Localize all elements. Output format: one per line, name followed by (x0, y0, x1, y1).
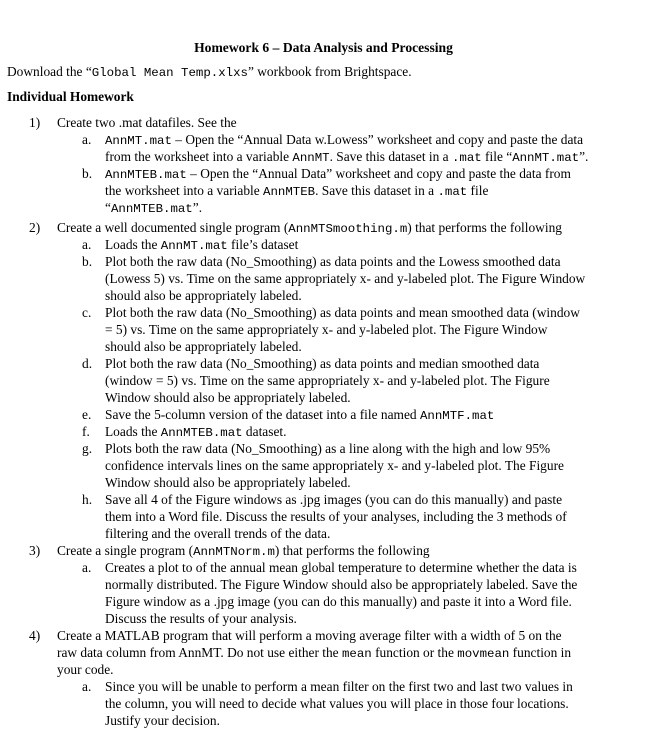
text-segment: Create a single program ( (57, 543, 194, 558)
code-term: AnnMTEB.mat (110, 201, 193, 216)
item-text-line (105, 288, 302, 305)
text-segment: function or the (371, 644, 458, 660)
text-segment: = 5) vs. Time on the same appropriately x- and y-labeled plot. The Figure Window (105, 321, 548, 337)
text-segment: the worksheet into a variable (105, 182, 264, 198)
item-text-line (105, 696, 569, 713)
text-segment: file (467, 182, 489, 198)
text-segment: Plot both the raw data (No_Smoothing) as data points and median smoothed data (105, 356, 540, 371)
text-segment: ) that performs the following (407, 220, 562, 235)
text-segment: from the worksheet into a variable (105, 148, 293, 164)
item-text-line (105, 305, 580, 322)
text-segment: raw data column from AnnMT. Do not use either the (57, 644, 342, 660)
item-marker: c. (82, 305, 92, 320)
text-segment: Save all 4 of the Figure windows as .jpg images (you can do this manually) and paste (105, 492, 563, 507)
item-text-line (105, 594, 572, 611)
text-segment: Figure window as a .jpg image (you can do this manually) and paste it into a Word file. (105, 593, 572, 609)
code-term: AnnMTNorm.m (193, 545, 275, 559)
text-segment: the column, you will need to decide what values you will place in those four locations. (105, 695, 569, 711)
code-term: .mat (451, 150, 482, 165)
text-segment: “ (105, 199, 111, 215)
item-text-line (105, 713, 220, 730)
text-segment: (window = 5) vs. Time on the same appropriately x- and y-labeled plot. The Figure (105, 372, 550, 388)
item-marker: e. (82, 407, 92, 422)
text-segment: Create two .mat datafiles. See the (57, 115, 237, 130)
page-title: Homework 6 – Data Analysis and Processing (194, 40, 453, 55)
code-term: AnnMT.mat (160, 239, 228, 253)
item-text-line (105, 254, 561, 271)
code-term: AnnMTSmoothing.m (288, 222, 408, 236)
text-segment: Loads the (105, 237, 161, 252)
item-text-line (57, 628, 562, 645)
item-text-line (57, 662, 114, 679)
intro-text-pre: Download the “ (7, 64, 92, 79)
intro-text-post: ” workbook from Brightspace. (247, 64, 412, 79)
text-segment: ) that performs the following (274, 543, 430, 558)
text-segment: dataset. (242, 424, 287, 439)
text-segment: (Lowess 5) vs. Time on the same appropriately x- and y-labeled plot. The Figure Window (105, 270, 586, 286)
text-segment: file “ (481, 148, 513, 164)
code-term: AnnMTF.mat (419, 409, 495, 423)
item-marker: f. (82, 424, 90, 439)
item-text-line (57, 115, 237, 132)
text-segment: Create a MATLAB program that will perform a moving average filter with a width of 5 on the (57, 628, 562, 643)
code-term: AnnMT.mat (512, 150, 580, 165)
item-text-line (57, 543, 430, 561)
code-term: mean (341, 646, 372, 661)
text-segment: Plot both the raw data (No_Smoothing) as data points and mean smoothed data (window (105, 305, 580, 320)
code-term: .mat (437, 184, 468, 199)
item-marker: a. (82, 679, 92, 694)
item-marker: 4) (29, 628, 41, 643)
item-marker: 1) (29, 115, 41, 130)
item-marker: b. (82, 166, 93, 181)
text-segment: file’s dataset (227, 237, 299, 252)
item-text-line (105, 132, 583, 150)
item-text-line (105, 373, 550, 390)
item-text-line (105, 424, 286, 442)
text-segment: – Open the “Annual Data w.Lowess” worksheet and copy and paste the data (171, 132, 584, 147)
item-text-line (105, 611, 297, 628)
item-marker: 3) (29, 543, 41, 558)
text-segment: Plot both the raw data (No_Smoothing) as data points and the Lowess smoothed data (105, 254, 561, 269)
section-heading: Individual Homework (7, 89, 134, 104)
item-marker: a. (82, 560, 92, 575)
item-text-line (105, 390, 351, 407)
text-segment: Since you will be unable to perform a mean filter on the first two and last two values in (105, 679, 573, 694)
workbook-filename: Global Mean Temp.xlxs (91, 66, 248, 80)
item-text-line (105, 441, 550, 458)
item-text-line (105, 200, 202, 218)
item-text-line (105, 458, 564, 475)
text-segment: . Save this dataset in a (315, 182, 438, 198)
item-text-line (105, 237, 298, 255)
item-text-line (105, 679, 573, 696)
item-text-line (105, 166, 571, 184)
text-segment: ”. (192, 199, 203, 215)
item-marker: a. (82, 237, 92, 252)
item-text-line (105, 149, 588, 167)
item-text-line (105, 475, 351, 492)
text-segment: should also be appropriately labeled. (105, 338, 302, 354)
item-text-line (57, 220, 562, 238)
item-text-line (105, 356, 539, 373)
item-text-line (105, 407, 494, 425)
item-text-line (105, 339, 302, 356)
item-marker: a. (82, 132, 92, 147)
code-term: AnnMT (292, 150, 330, 165)
code-term: movmean (457, 646, 510, 661)
item-marker: d. (82, 356, 93, 371)
text-segment: confidence intervals lines on the same appropriately x- and y-labeled plot. The Figure (105, 457, 564, 473)
text-segment: Create a well documented single program ( (57, 220, 289, 235)
text-segment: function in (509, 644, 572, 660)
code-term: AnnMTEB (263, 184, 316, 199)
item-text-line (105, 492, 562, 509)
text-segment: filtering and the overall trends of the data. (105, 525, 331, 541)
item-text-line (57, 645, 571, 663)
text-segment: Justify your decision. (105, 712, 220, 728)
text-segment: Loads the (105, 424, 161, 439)
text-segment: Window should also be appropriately labeled. (105, 389, 351, 405)
text-segment: Discuss the results of your analysis. (105, 610, 297, 626)
text-segment: Save the 5-column version of the dataset into a file named (105, 407, 420, 422)
text-segment: your code. (57, 661, 114, 677)
item-text-line (105, 183, 488, 201)
text-segment: normally distributed. The Figure Window should also be appropriately labeled. Save the (105, 576, 578, 592)
text-segment: Plots both the raw data (No_Smoothing) as a line along with the high and low 95% (105, 441, 551, 456)
item-marker: h. (82, 492, 93, 507)
item-text-line (105, 526, 330, 543)
item-marker: 2) (29, 220, 41, 235)
text-segment: Window should also be appropriately labeled. (105, 474, 351, 490)
item-marker: g. (82, 441, 93, 456)
code-term: AnnMTEB.mat (105, 168, 187, 182)
item-marker: b. (82, 254, 93, 269)
item-text-line (105, 509, 567, 526)
item-text-line (105, 322, 547, 339)
text-segment: ”. (579, 148, 589, 164)
text-segment: – Open the “Annual Data” worksheet and copy and paste the data from (186, 166, 571, 181)
item-text-line (105, 271, 585, 288)
code-term: AnnMTEB.mat (160, 426, 243, 440)
text-segment: should also be appropriately labeled. (105, 287, 302, 303)
item-text-line (105, 577, 577, 594)
download-instruction (7, 64, 412, 81)
item-text-line (105, 560, 577, 577)
text-segment: . Save this dataset in a (329, 148, 452, 164)
text-segment: them into a Word file. Discuss the results of your analyses, including the 3 methods of (105, 508, 567, 524)
code-term: AnnMT.mat (105, 134, 172, 148)
text-segment: Creates a plot to of the annual mean global temperature to determine whether the data is (105, 560, 577, 575)
